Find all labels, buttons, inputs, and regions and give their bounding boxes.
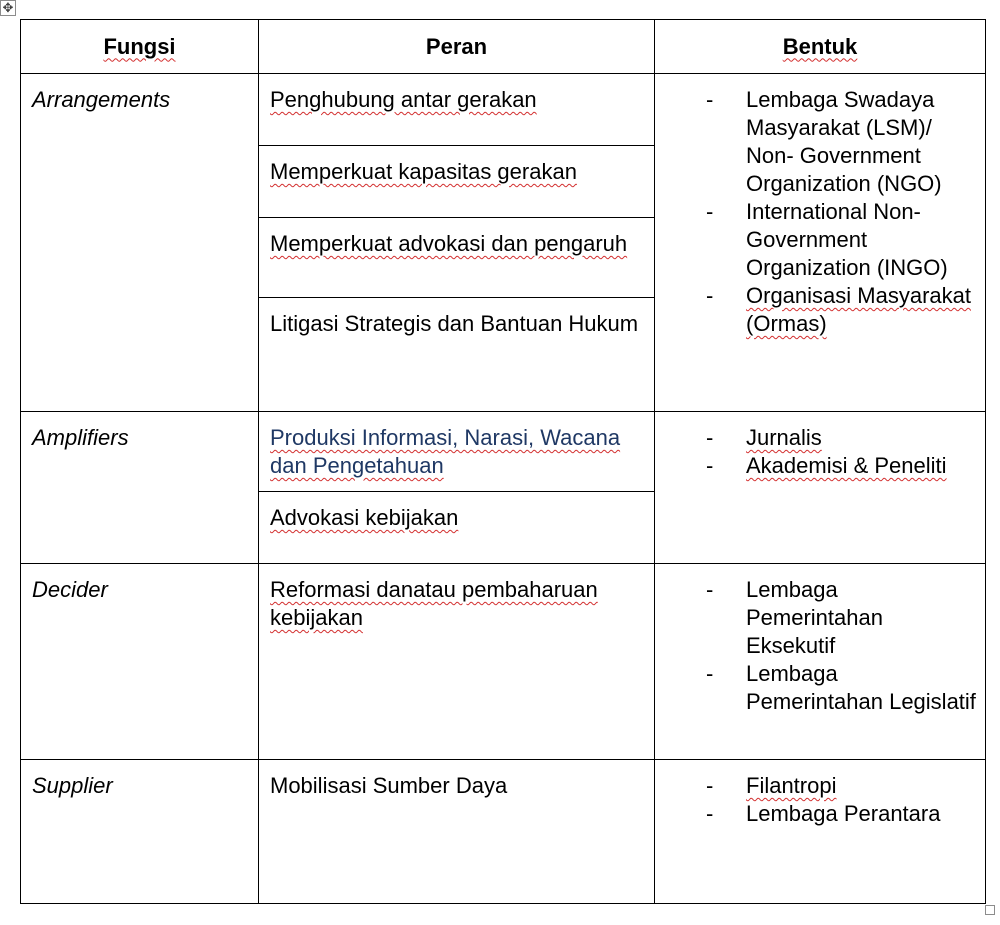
peran-cell[interactable]: [259, 760, 655, 904]
list-item: - International Non-Government Organization (INGO): [706, 199, 948, 280]
table-row-amplifiers: [21, 412, 986, 564]
list-item: - Lembaga Perantara: [706, 801, 941, 826]
fungsi-cell[interactable]: Decider: [21, 564, 259, 760]
bentuk-cell[interactable]: [655, 564, 986, 760]
header-row: [21, 20, 986, 74]
table-move-handle[interactable]: ✥: [0, 0, 16, 16]
list-item: - Organisasi Masyarakat (Ormas): [706, 283, 971, 336]
peran-item[interactable]: Reformasi danatau pembaharuan kebijakan: [270, 577, 598, 630]
list-item: - Lembaga Swadaya Masyarakat (LSM)/ Non- Government Organization (NGO): [706, 87, 942, 196]
fungsi-cell[interactable]: Supplier: [21, 760, 259, 904]
list-item: - Lembaga Pemerintahan Eksekutif: [706, 577, 883, 658]
roles-table: [20, 19, 986, 904]
peran-cell: [259, 412, 655, 564]
header-bentuk[interactable]: Bentuk: [655, 20, 986, 74]
list-item: - Jurnalis: [706, 425, 822, 450]
peran-item[interactable]: Advokasi kebijakan: [270, 505, 459, 530]
peran-item[interactable]: Mobilisasi Sumber Daya: [270, 773, 508, 798]
peran-item[interactable]: Memperkuat advokasi dan pengaruh: [259, 218, 654, 298]
table-resize-handle[interactable]: [985, 905, 995, 915]
list-item: - Akademisi & Peneliti: [706, 453, 947, 478]
table-row-decider: [21, 564, 986, 760]
header-fungsi[interactable]: Fungsi: [21, 20, 259, 74]
peran-item[interactable]: Penghubung antar gerakan: [259, 74, 654, 146]
fungsi-cell[interactable]: Amplifiers: [21, 412, 259, 564]
list-item: - Lembaga Pemerintahan Legislatif: [706, 661, 976, 714]
peran-item[interactable]: Memperkuat kapasitas gerakan: [259, 146, 654, 218]
bentuk-cell[interactable]: [655, 760, 986, 904]
header-peran[interactable]: Peran: [259, 20, 655, 74]
bentuk-cell[interactable]: [655, 74, 986, 412]
bentuk-list: [655, 424, 977, 480]
peran-item[interactable]: Litigasi Strategis dan Bantuan Hukum: [270, 311, 639, 336]
peran-cell[interactable]: [259, 564, 655, 760]
table-row-arrangements: [21, 74, 986, 412]
peran-cell: [259, 74, 655, 412]
bentuk-list: [655, 576, 977, 716]
list-item: - Filantropi: [706, 773, 837, 798]
bentuk-list: [655, 86, 977, 338]
fungsi-cell[interactable]: Arrangements: [21, 74, 259, 412]
bentuk-cell[interactable]: [655, 412, 986, 564]
table-row-supplier: [21, 760, 986, 904]
peran-item[interactable]: Produksi Informasi, Narasi, Wacana dan Pengetahuan: [259, 412, 654, 492]
bentuk-list: [655, 772, 977, 828]
